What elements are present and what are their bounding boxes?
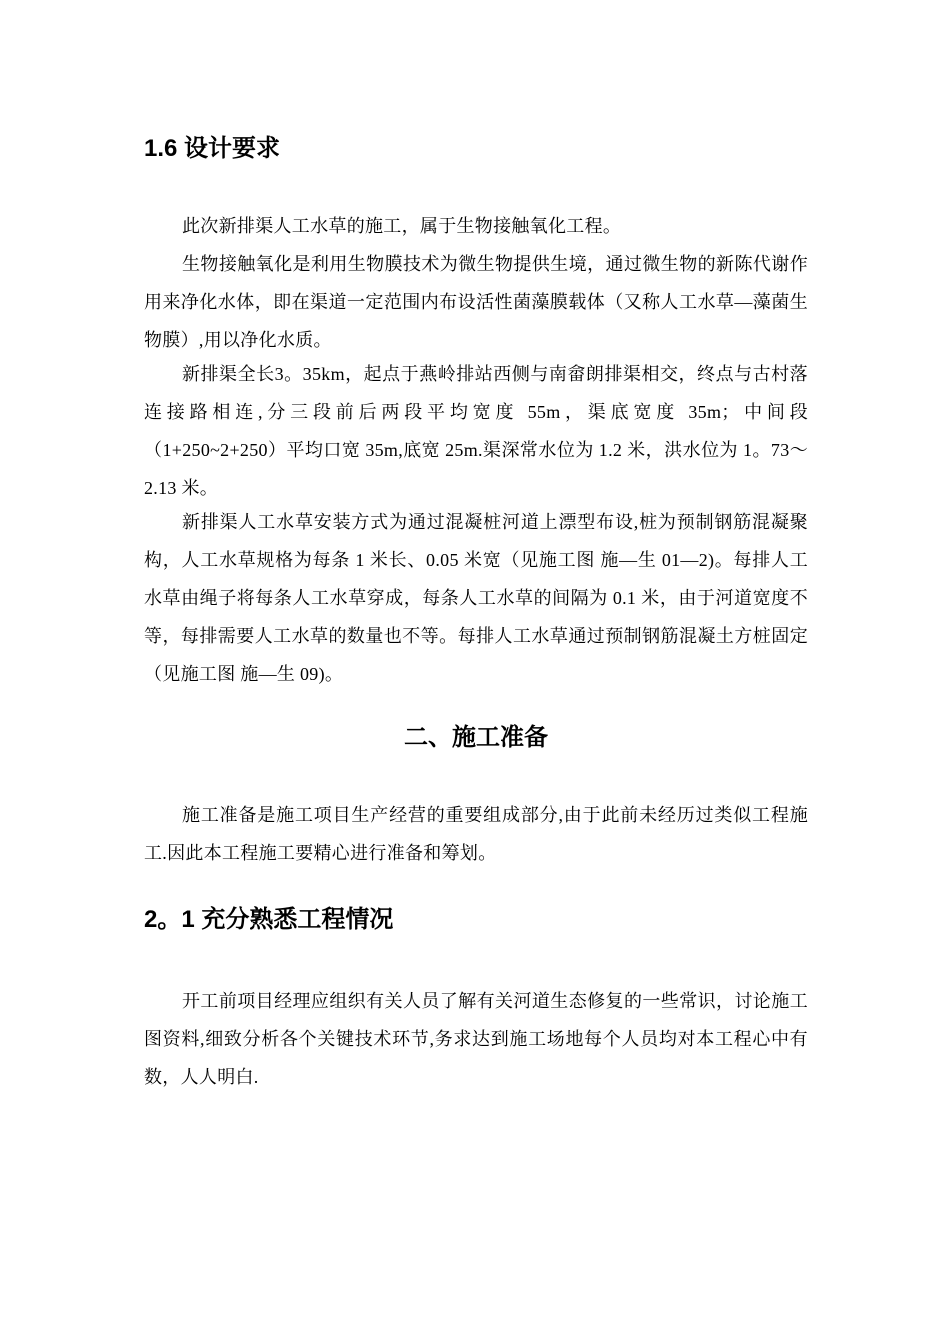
paragraph: 生物接触氧化是利用生物膜技术为微生物提供生境，通过微生物的新陈代谢作用来净化水体，即在渠道一定范围内布设活性菌藻膜载体（又称人工水草—藻菌生物膜）,用以净化水质。 xyxy=(144,254,808,350)
section-heading-2-1: 2。1 充分熟悉工程情况 xyxy=(144,906,394,933)
paragraph: 施工准备是施工项目生产经营的重要组成部分,由于此前未经历过类似工程施工.因此本工程施工要精心进行准备和筹划。 xyxy=(144,805,808,863)
section-heading-1-6: 1.6 设计要求 xyxy=(144,135,281,162)
chapter-heading-2: 二、施工准备 xyxy=(404,724,548,751)
paragraph: 新排渠全长3。35km，起点于燕岭排站西侧与南畲朗排渠相交，终点与古村落连接路相连,分三段前后两段平均宽度 55m，渠底宽度 35m；中间段（1+250~2+250）平均口宽 35m,底宽 25m.渠深常水位为 1.2 米，洪水位为 1。73～2.13 米。 xyxy=(144,364,808,498)
paragraph: 此次新排渠人工水草的施工，属于生物接触氧化工程。 xyxy=(182,216,622,236)
paragraph: 新排渠人工水草安装方式为通过混凝桩河道上漂型布设,桩为预制钢筋混凝聚构，人工水草规格为每条 1 米长、0.05 米宽（见施工图 施—生 01—2)。每排人工水草由绳子将每条人工水草穿成，每条人工水草的间隔为 0.1 米，由于河道宽度不等，每排需要人工水草的数量也不等。每排人工水草通过预制钢筋混凝土方桩固定（见施工图 施—生 09)。 xyxy=(144,512,808,684)
paragraph: 开工前项目经理应组织有关人员了解有关河道生态修复的一些常识，讨论施工图资料,细致分析各个关键技术环节,务求达到施工场地每个人员均对本工程心中有数，人人明白. xyxy=(144,991,808,1087)
